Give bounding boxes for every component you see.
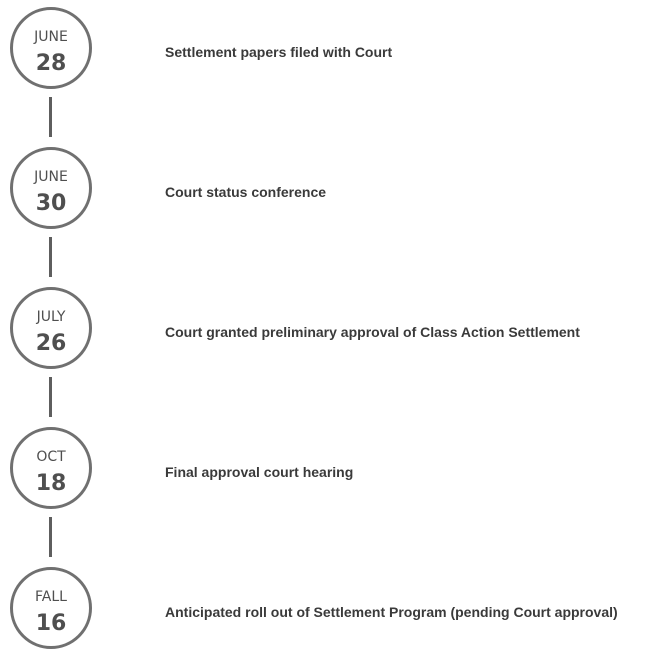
event-description: Final approval court hearing [165, 464, 354, 480]
timeline-event [0, 567, 666, 649]
date-badge [10, 427, 92, 509]
date-badge [10, 567, 92, 649]
event-description: Court status conference [165, 184, 327, 200]
event-description: Anticipated roll out of Settlement Program (pending Court approval) [165, 604, 618, 620]
date-day: 26 [35, 331, 67, 356]
event-description: Court granted preliminary approval of Class Action Settlement [165, 324, 580, 340]
timeline-connector [49, 517, 52, 557]
event-description: Settlement papers filed with Court [165, 44, 393, 60]
timeline-event [0, 287, 666, 369]
date-day: 28 [35, 51, 67, 76]
timeline-event [0, 147, 666, 229]
timeline-event [0, 427, 666, 509]
date-month: JUNE [34, 29, 68, 45]
timeline-connector [49, 377, 52, 417]
date-badge [10, 147, 92, 229]
timeline-connector [49, 97, 52, 137]
date-month: OCT [36, 449, 66, 465]
date-day: 16 [35, 611, 67, 636]
date-month: JULY [36, 309, 66, 325]
date-day: 30 [35, 191, 67, 216]
date-badge [10, 287, 92, 369]
date-month: FALL [35, 589, 67, 605]
timeline-connector [49, 237, 52, 277]
date-month: JUNE [34, 169, 68, 185]
timeline-event [0, 7, 666, 89]
date-badge [10, 7, 92, 89]
date-day: 18 [35, 471, 67, 496]
